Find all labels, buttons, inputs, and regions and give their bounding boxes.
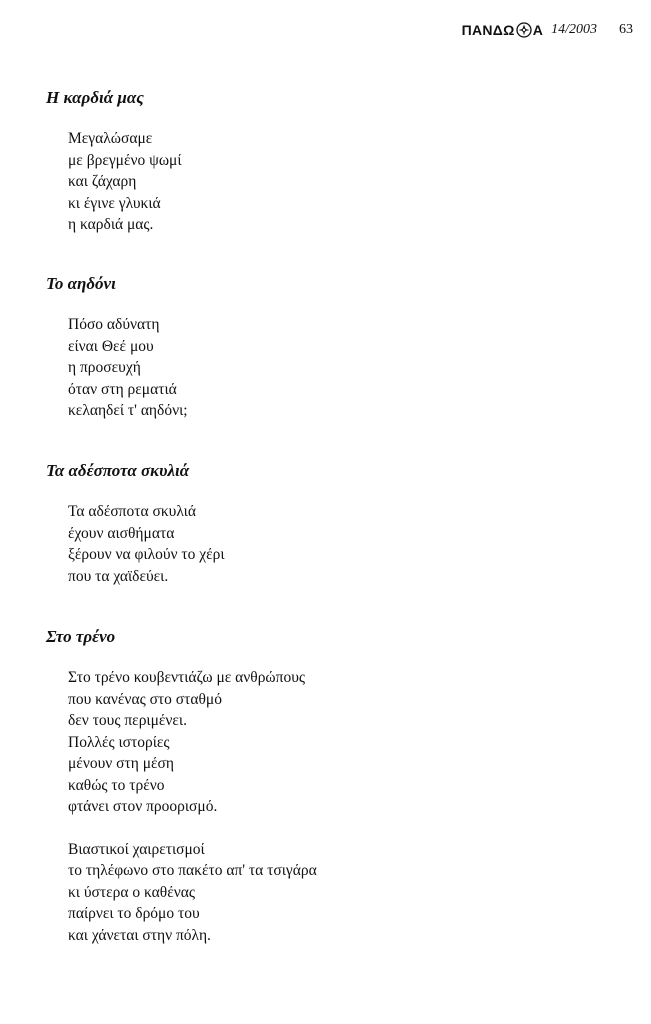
poem-title: Τα αδέσποτα σκυλιά	[46, 461, 190, 480]
poem-line: είναι Θεέ μου	[68, 337, 154, 355]
journal-name	[462, 22, 544, 38]
poem-line: Βιαστικοί χαιρετισμοί	[68, 840, 205, 858]
running-header	[462, 22, 633, 38]
poem	[46, 88, 182, 236]
poem	[46, 461, 225, 587]
sunburst-logo-icon	[516, 22, 532, 38]
poem-line: και χάνεται στην πόλη.	[68, 926, 211, 944]
stanza	[68, 839, 317, 947]
poem-line: Μεγαλώσαμε	[68, 130, 153, 147]
poem-line: φτάνει στον προορισμό.	[68, 798, 218, 815]
journal-name-left: ΠΑΝΔΩ	[461, 22, 515, 38]
poem-line: καθώς το τρένο	[68, 776, 165, 794]
poem-line: Πολλές ιστορίες	[68, 733, 170, 751]
poem-title: Το αηδόνι	[46, 274, 116, 293]
stanza	[68, 128, 182, 236]
stanza	[68, 667, 317, 818]
poem-line: το τηλέφωνο στο πακέτο απ' τα τσιγάρα	[68, 862, 317, 879]
poem-line: Τα αδέσποτα σκυλιά	[68, 503, 196, 520]
poem-line: κι έγινε γλυκιά	[68, 194, 161, 212]
page-number: 63	[619, 22, 633, 37]
poem	[46, 627, 317, 946]
poem-line: η καρδιά μας.	[68, 216, 154, 233]
poem-line: Πόσο αδύνατη	[68, 316, 160, 333]
poem-line: δεν τους περιμένει.	[68, 712, 187, 729]
poem-line: ξέρουν να φιλούν το χέρι	[68, 546, 225, 563]
poem-title: Η καρδιά μας	[46, 88, 144, 107]
poem	[46, 274, 188, 422]
poem-line: που κανένας στο σταθμό	[68, 690, 222, 708]
stanza	[68, 314, 188, 422]
poem-line: που τα χαϊδεύει.	[68, 567, 169, 585]
poem-line: μένουν στη μέση	[68, 755, 174, 772]
poem-line: παίρνει το δρόμο του	[68, 905, 200, 922]
poem-line: με βρεγμένο ψωμί	[68, 151, 182, 169]
issue-number: 14/2003	[551, 22, 597, 37]
poem-line: Στο τρένο κουβεντιάζω με ανθρώπους	[68, 669, 306, 686]
poem-line: όταν στη ρεματιά	[68, 380, 177, 398]
poem-line: η προσευχή	[68, 359, 141, 376]
poem-line: κι ύστερα ο καθένας	[68, 883, 195, 901]
poem-line: κελαηδεί τ' αηδόνι;	[68, 402, 188, 419]
stanza	[68, 501, 225, 587]
poem-line: και ζάχαρη	[68, 173, 137, 190]
poem-title: Στο τρένο	[46, 627, 116, 646]
poem-line: έχουν αισθήματα	[68, 524, 175, 542]
journal-name-right: Α	[532, 22, 544, 38]
